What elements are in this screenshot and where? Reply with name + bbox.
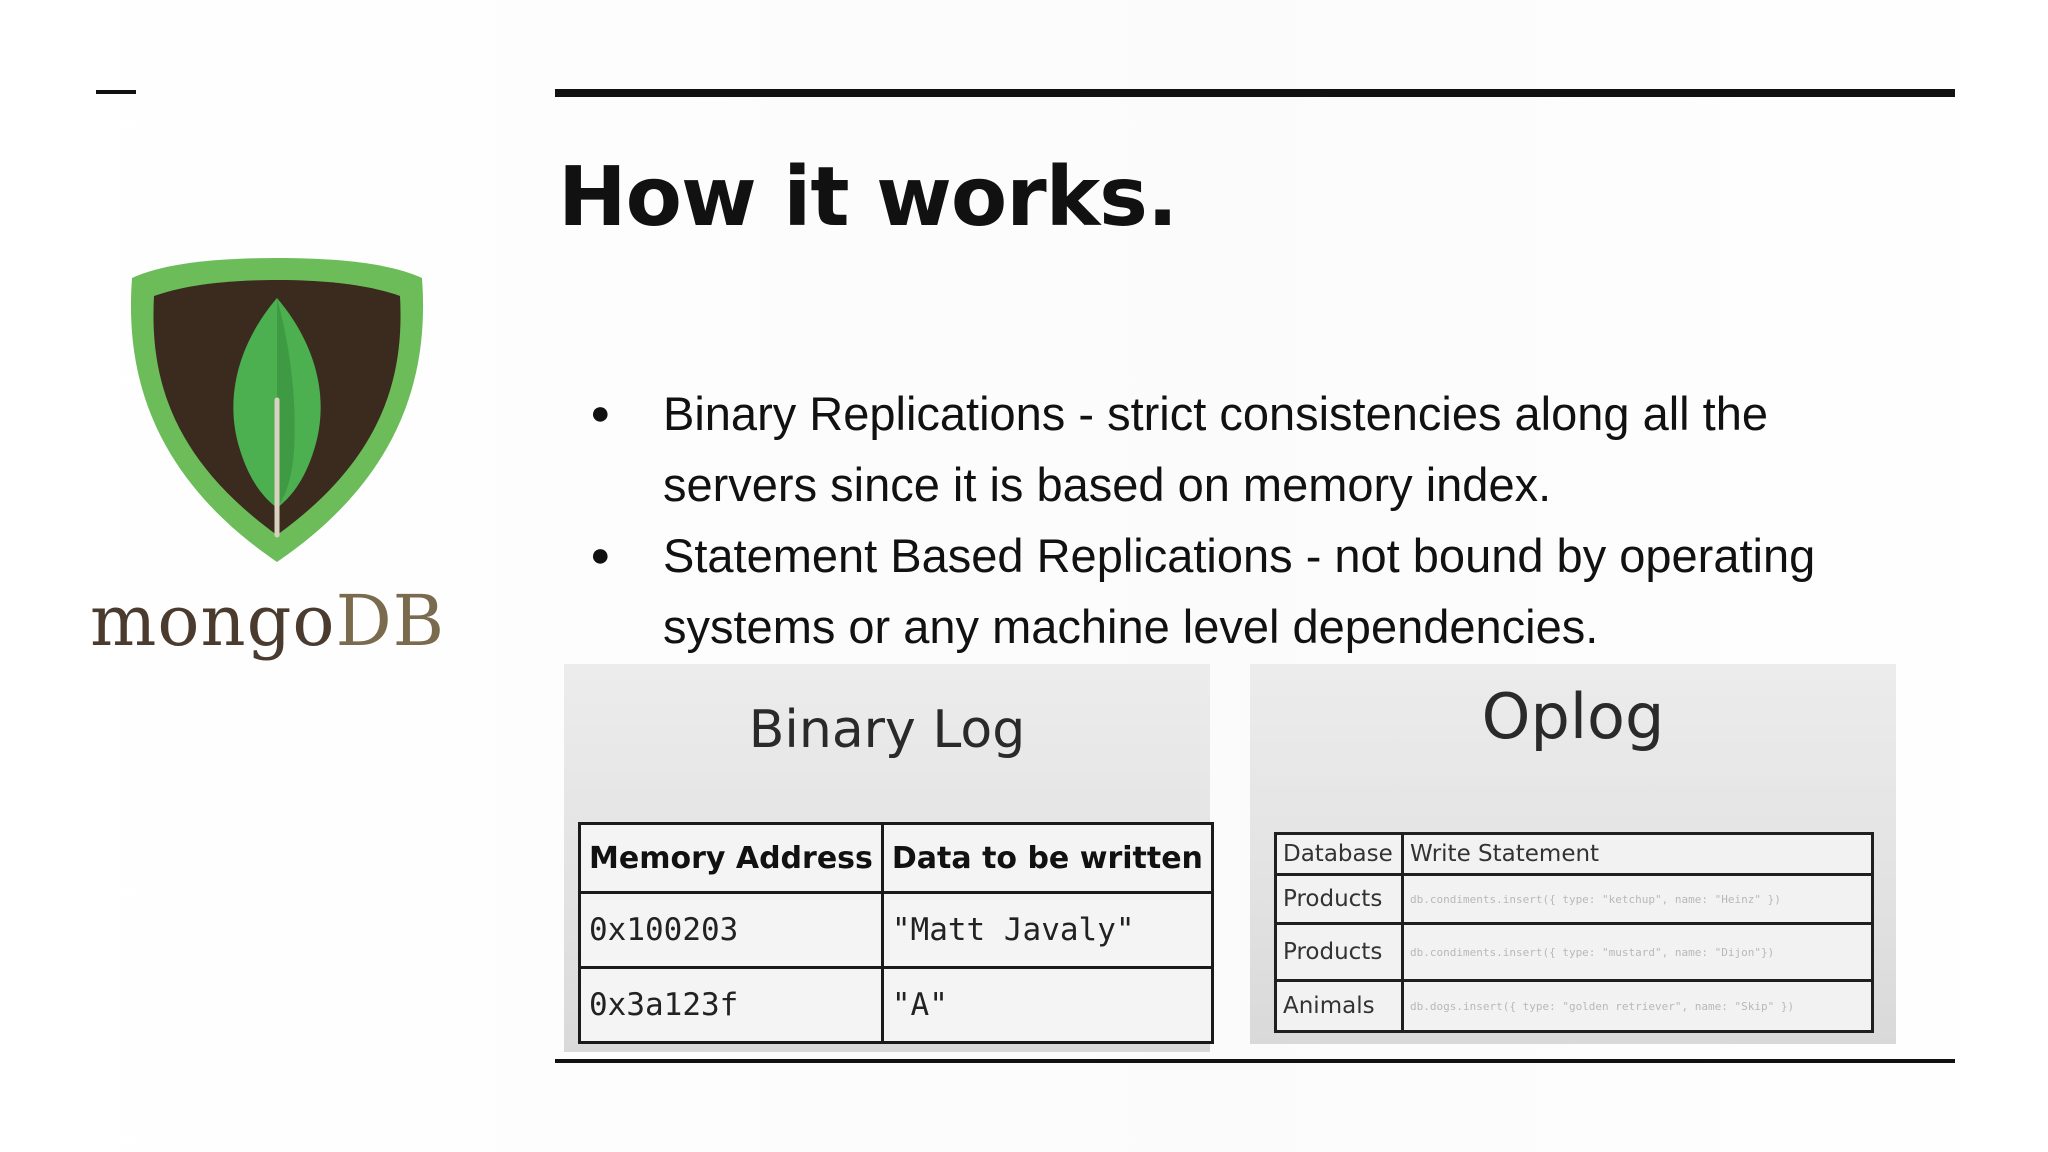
binary-log-image [564, 664, 1210, 1052]
column-header: Write Statement [1403, 834, 1873, 875]
corner-dash [96, 90, 136, 94]
wordmark-db: DB [335, 580, 446, 662]
table-row [1276, 924, 1873, 981]
table-cell: 0x100203 [580, 893, 883, 968]
table-cell: Products [1276, 875, 1403, 924]
mongodb-wordmark [90, 580, 470, 662]
slide-title: How it works. [558, 150, 1178, 245]
table-cell: db.dogs.insert({ type: "golden retriever", name: "Skip" }) [1403, 981, 1873, 1032]
bullet-item [590, 520, 1930, 662]
bullet-icon: ● [590, 394, 611, 432]
table-cell: "Matt Javaly" [882, 893, 1212, 968]
column-header: Database [1276, 834, 1403, 875]
binary-log-title: Binary Log [748, 700, 1026, 760]
bullet-list [590, 378, 1930, 662]
table-cell: Products [1276, 924, 1403, 981]
bullet-item [590, 378, 1930, 520]
bullet-icon: ● [590, 536, 611, 574]
table-row [580, 893, 1213, 968]
mongodb-shield-icon [122, 250, 432, 570]
table-row [580, 968, 1213, 1043]
table-row [1276, 981, 1873, 1032]
bullet-text: Binary Replications - strict consistencies along all the servers since it is based on memory index. [663, 387, 1769, 511]
wordmark-mongo: mongo [90, 580, 336, 662]
oplog-table [1274, 832, 1874, 1033]
mongodb-logo [90, 250, 470, 690]
column-header: Memory Address [580, 824, 883, 893]
table-cell: 0x3a123f [580, 968, 883, 1043]
table-header-row [580, 824, 1213, 893]
column-header: Data to be written [882, 824, 1212, 893]
table-cell: db.condiments.insert({ type: "ketchup", name: "Heinz" }) [1403, 875, 1873, 924]
table-cell: Animals [1276, 981, 1403, 1032]
oplog-image [1250, 664, 1896, 1044]
table-cell: "A" [882, 968, 1212, 1043]
bullet-text: Statement Based Replications - not bound by operating systems or any machine level dependencies. [663, 529, 1816, 653]
oplog-title: Oplog [1481, 680, 1665, 753]
title-rule [555, 89, 1955, 97]
table-cell: db.condiments.insert({ type: "mustard", name: "Dijon"}) [1403, 924, 1873, 981]
table-header-row [1276, 834, 1873, 875]
binary-log-table [578, 822, 1214, 1044]
table-row [1276, 875, 1873, 924]
bottom-rule [555, 1059, 1955, 1063]
